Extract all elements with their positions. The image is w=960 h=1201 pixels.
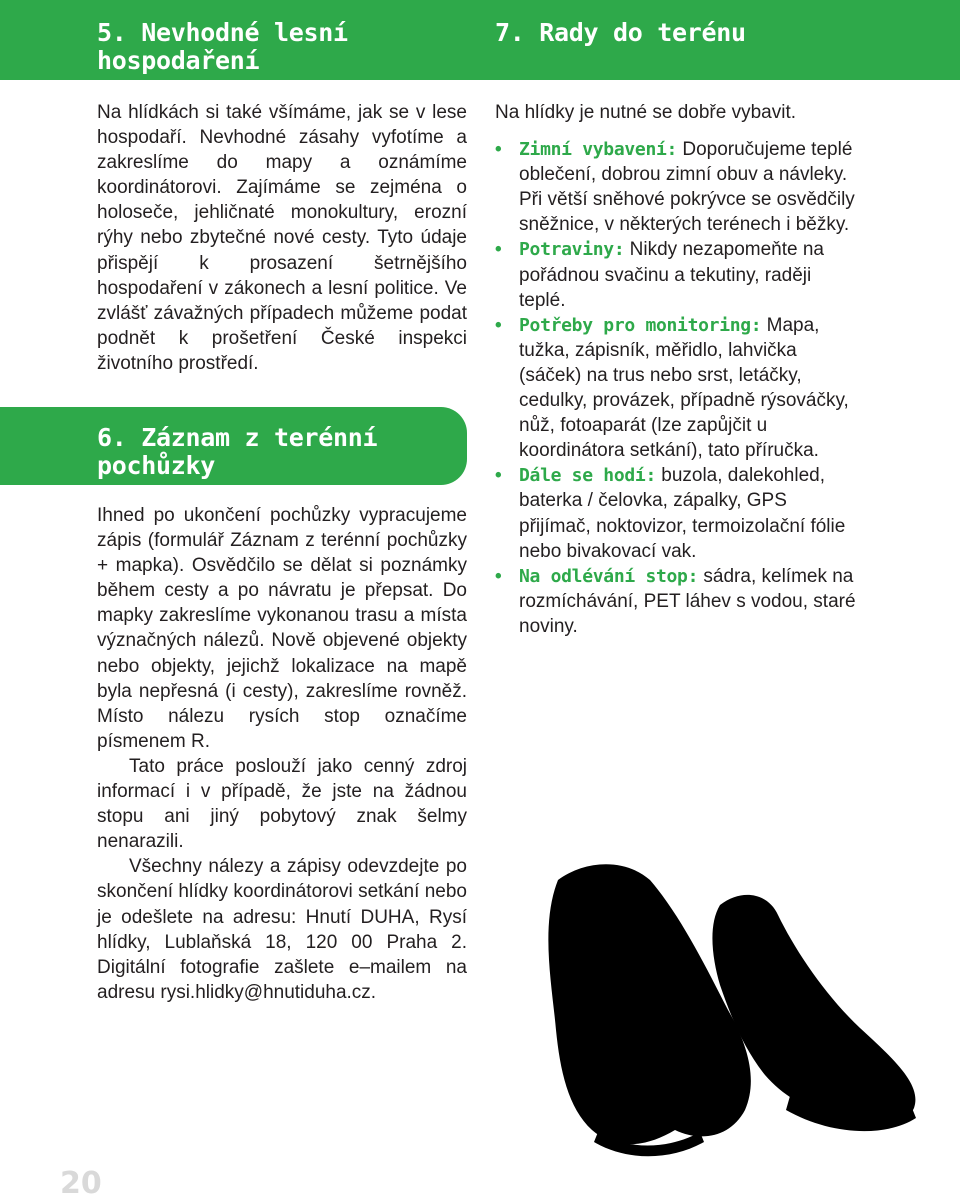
item-text: Mapa, tužka, zápisník, měřidlo, lahvička (sáček) na trus nebo srst, letáčky, cedulky, provázek, případně rýsováčky, nůž, fotoaparát (lze zapůjčit u koordinátora setkání), tato příručka. [519, 314, 849, 462]
section-6-paragraph: Tato práce poslouží jako cenný zdroj informací i v případě, že jste na žádnou stopu ani jiný pobytový znak šelmy nenarazili. [97, 755, 467, 853]
section-6-title: 6. Záznam z terénní pochůzky [97, 423, 378, 480]
section-5-paragraph: Na hlídkách si také všímáme, jak se v lese hospodaří. Nevhodné zásahy vyfotíme a zakreslíme do mapy a oznámíme koordinátorovi. Zajímáme se zejména o holoseče, jehličnaté monokultury, erozní rýhy nebo zbytečné nové cesty. Tyto údaje přispějí k prosazení šetrnějšího hospodaření v zákonech a lesní politice. Ve zvlášť závažných případech můžeme podat podnět k prošetření České inspekci životního prostředí. [97, 102, 467, 374]
section-6-paragraph: Všechny nálezy a zápisy odevzdejte po skončení hlídky koordinátorovi setkání nebo je odešlete na adresu: Hnutí DUHA, Rysí hlídky, Lublaňská 18, 120 00 Praha 2. Digitální fotografie zašlete e–mailem na adresu rysi.hlidky@hnutiduha.cz. [97, 856, 467, 1003]
section-5-title: 5. Nevhodné lesní hospodaření [97, 18, 348, 75]
item-text: Doporučujeme teplé oblečení, dobrou zimní obuv a návleky. Při větší sněhové pokrývce se osvědčily sněžnice, v některých terénech i běžky. [519, 139, 855, 236]
item-label: Potřeby pro monitoring: [519, 314, 762, 336]
item-text: sádra, kelímek na rozmíchávání, PET láhev s vodou, staré noviny. [519, 565, 856, 637]
item-label: Dále se hodí: [519, 465, 656, 487]
item-label: Potraviny: [519, 239, 625, 261]
section-7-title: 7. Rady do terénu [495, 18, 746, 47]
item-label: Na odlévání stop: [519, 565, 699, 587]
item-text: Nikdy nezapomeňte na pořádnou svačinu a tekutiny, raději teplé. [519, 239, 824, 311]
section-7-intro: Na hlídky je nutné se dobře vybavit. [495, 102, 797, 123]
page-number: 20 [60, 1166, 102, 1201]
item-label: Zimní vybavení: [519, 139, 678, 161]
item-text: buzola, dalekohled, baterka / čelovka, zápalky, GPS přijímač, noktovizor, termoizolační fólie nebo bivakovací vak. [519, 465, 846, 562]
section-6-paragraph: Ihned po ukončení pochůzky vypracujeme zápis (formulář Záznam z terénní pochůzky + mapka). Osvědčilo se dělat si poznámky během cesty a po návratu je přepsat. Do mapky zakreslíme vykonanou trasu a místa význačných nálezů. Nově objevené objekty nebo objekty, jejichž lokalizace na mapě byla nepřesná (i cesty), zakreslíme rovněž. Místo nálezu rysích stop označíme písmenem R. [97, 505, 467, 752]
